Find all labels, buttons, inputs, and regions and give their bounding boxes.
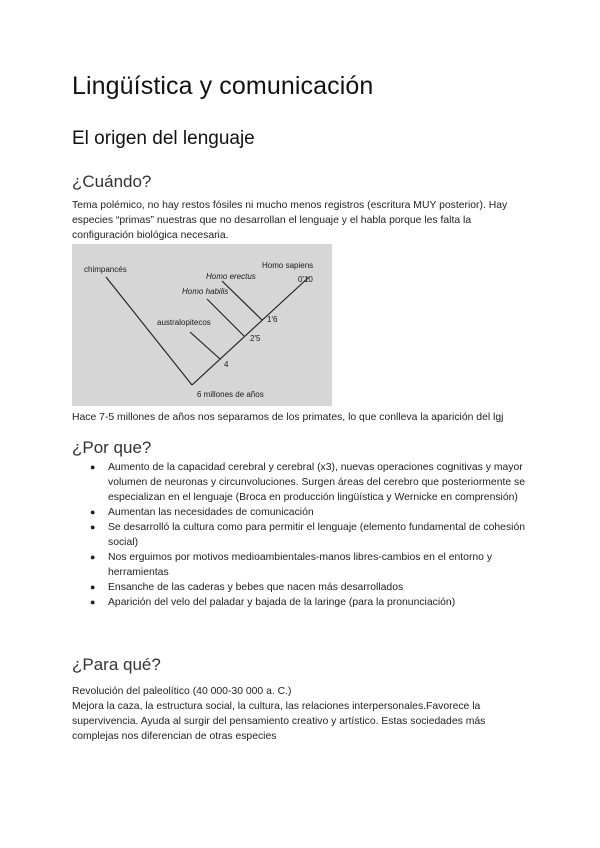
when-heading: ¿Cuándo? — [72, 172, 152, 191]
habilis-branch — [207, 299, 244, 336]
list-item: ● Aumentan las necesidades de comunicación — [90, 507, 314, 518]
label-sapiens-age: 0'10 — [298, 275, 313, 284]
list-item: ● Se desarrolló la cultura como para permitir el lenguaje (elemento fundamental de cohesión social) — [90, 522, 526, 548]
list-item: ● Ensanche de las caderas y bebes que nacen más desarrollados — [90, 582, 404, 593]
section-heading: El origen del lenguaje — [72, 128, 255, 149]
what-for-line-1: Revolución del paleolítico (40 000-30 000 a. C.) — [72, 686, 292, 697]
label-habilis-age: 1'6 — [267, 315, 278, 324]
label-australopitecos: australopitecos — [157, 318, 211, 327]
label-root-age: 6 millones de años — [197, 390, 264, 399]
label-homo-erectus: Homo erectus — [206, 272, 256, 281]
label-homo-sapiens: Homo sapiens — [262, 261, 314, 270]
label-australo-age: 2'5 — [250, 334, 261, 343]
when-intro-paragraph: Tema polémico, no hay restos fósiles ni mucho menos registros (escritura MUY posterior). Hay especies “primas” nuestras que no desarrollan el lenguaje y el habla porque les falta la configuración biológica necesaria. — [72, 200, 508, 241]
list-item: ● Nos erguimos por motivos medioambientales-manos libres-cambios en el entorno y herramientas — [90, 552, 493, 578]
label-split-age: 4 — [224, 360, 229, 369]
why-bullet-list — [72, 460, 528, 610]
label-chimpances: chimpancés — [84, 265, 127, 274]
what-for-paragraph: Mejora la caza, la estructura social, la cultura, las relaciones interpersonales.Favorece la supervivencia. Ayuda al surgir del pensamiento creativo y artístico. Estas sociedades más complejas nos diferencian de otras especies — [72, 701, 486, 742]
why-heading: ¿Por que? — [72, 438, 152, 457]
list-item: ● Aumento de la capacidad cerebral y cerebral (x3), nuevas operaciones cognitivas y mayor volumen de neuronas y circunvoluciones. Surgen áreas del cerebro que posteriormente se especializan en el lenguaje (Broca en producción lingüística y Wernicke en comprensión) — [90, 462, 526, 503]
document-title: Lingüística y comunicación — [72, 72, 374, 100]
label-homo-habilis: Homo habilis — [182, 287, 229, 296]
australopithecus-branch — [190, 332, 220, 359]
chimp-branch — [106, 277, 192, 385]
evolution-tree-figure — [72, 244, 332, 406]
evolution-tree-diagram — [72, 244, 332, 406]
list-item: ● Aparición del velo del paladar y bajada de la laringe (para la pronunciación) — [90, 597, 456, 608]
when-after-paragraph: Hace 7-5 millones de años nos separamos de los primates, lo que conlleva la aparición del lgj — [72, 412, 504, 423]
what-for-heading: ¿Para qué? — [72, 655, 161, 674]
